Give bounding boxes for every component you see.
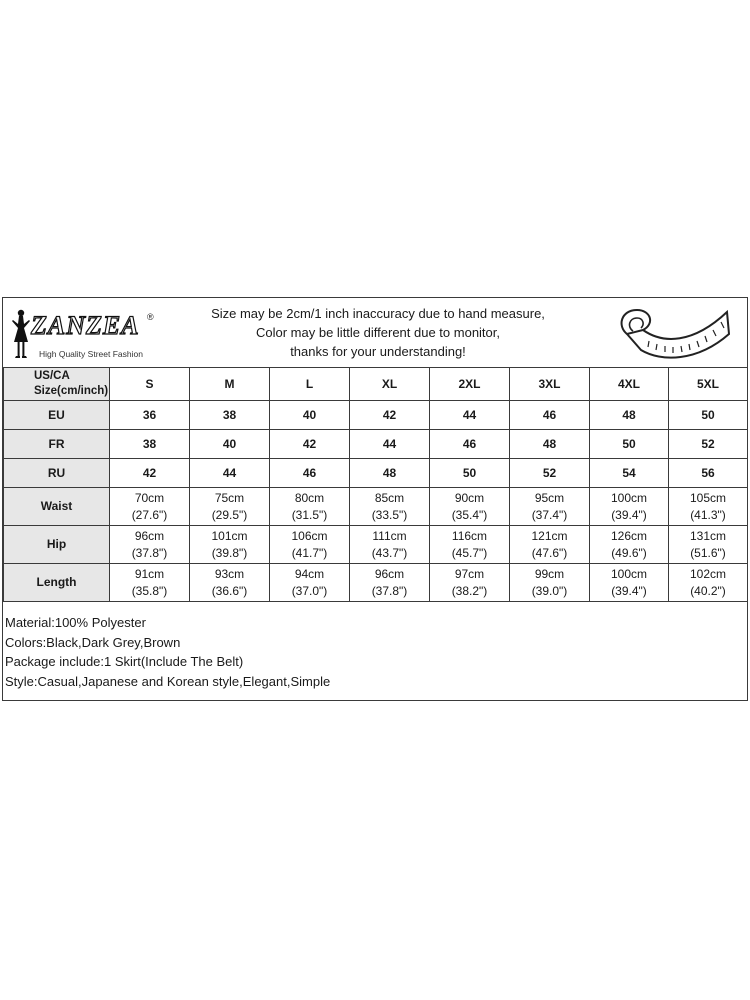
size-header-cell: M bbox=[190, 368, 270, 401]
cm-value: 80cm bbox=[294, 490, 325, 505]
table-cell bbox=[190, 564, 270, 602]
table-cell bbox=[590, 564, 669, 602]
table-cell: 52 bbox=[510, 459, 590, 488]
table-cell: 48 bbox=[510, 430, 590, 459]
table-cell bbox=[590, 526, 669, 564]
cm-value: 126cm bbox=[610, 528, 648, 543]
table-cell: 56 bbox=[669, 459, 748, 488]
row-label-cell: Hip bbox=[4, 526, 110, 564]
cm-value: 111cm bbox=[372, 528, 407, 543]
row-label-cell: FR bbox=[4, 430, 110, 459]
table-cell bbox=[110, 564, 190, 602]
table-cell: 52 bbox=[669, 430, 748, 459]
inch-value: (41.7") bbox=[291, 545, 328, 560]
inch-value: (29.5") bbox=[211, 507, 248, 522]
inch-value: (37.8") bbox=[131, 545, 168, 560]
table-row bbox=[4, 430, 748, 459]
cm-value: 106cm bbox=[291, 528, 328, 543]
inch-value: (35.8") bbox=[131, 583, 168, 598]
table-cell: 44 bbox=[430, 401, 510, 430]
detail-material: Material:100% Polyester bbox=[5, 615, 146, 630]
table-cell bbox=[270, 564, 350, 602]
table-cell bbox=[590, 488, 669, 526]
table-cell bbox=[350, 488, 430, 526]
table-cell: 38 bbox=[110, 430, 190, 459]
cm-value: 131cm bbox=[689, 528, 727, 543]
cm-value: 100cm bbox=[610, 490, 648, 505]
row-label-cell: Waist bbox=[4, 488, 110, 526]
table-cell: 42 bbox=[110, 459, 190, 488]
table-cell: 48 bbox=[350, 459, 430, 488]
cm-value: 97cm bbox=[454, 566, 485, 581]
brand-tagline: High Quality Street Fashion bbox=[39, 349, 143, 359]
cm-value: 116cm bbox=[451, 528, 488, 543]
product-details bbox=[5, 613, 330, 691]
table-row bbox=[4, 526, 748, 564]
table-header-row bbox=[4, 368, 748, 401]
brand-name: ZANZEA bbox=[31, 311, 140, 340]
size-header-cell: 2XL bbox=[430, 368, 510, 401]
table-cell bbox=[110, 526, 190, 564]
header-label-line: US/CA bbox=[34, 370, 70, 382]
table-cell bbox=[430, 526, 510, 564]
measurement-notice bbox=[173, 304, 583, 361]
table-row bbox=[4, 459, 748, 488]
table-cell bbox=[510, 488, 590, 526]
size-header-cell: 3XL bbox=[510, 368, 590, 401]
table-cell bbox=[430, 488, 510, 526]
cm-value: 93cm bbox=[214, 566, 245, 581]
detail-package: Package include:1 Skirt(Include The Belt) bbox=[5, 654, 244, 669]
table-cell bbox=[190, 526, 270, 564]
table-row bbox=[4, 401, 748, 430]
inch-value: (37.4") bbox=[531, 507, 568, 522]
header-label-line: Size(cm/inch) bbox=[34, 385, 109, 397]
table-cell bbox=[669, 564, 748, 602]
cm-value: 95cm bbox=[534, 490, 565, 505]
detail-colors: Colors:Black,Dark Grey,Brown bbox=[5, 634, 181, 650]
measuring-tape-icon bbox=[613, 304, 733, 362]
inch-value: (43.7") bbox=[371, 545, 408, 560]
table-cell: 40 bbox=[190, 430, 270, 459]
cm-value: 91cm bbox=[134, 566, 165, 581]
inch-value: (37.8") bbox=[371, 583, 408, 598]
table-cell bbox=[510, 526, 590, 564]
inch-value: (39.8") bbox=[211, 545, 248, 560]
table-cell bbox=[669, 488, 748, 526]
table-cell bbox=[350, 526, 430, 564]
inch-value: (45.7") bbox=[451, 545, 488, 560]
table-cell bbox=[270, 488, 350, 526]
table-cell bbox=[510, 564, 590, 602]
size-chart-header bbox=[3, 298, 747, 368]
table-cell: 38 bbox=[190, 401, 270, 430]
table-cell bbox=[430, 564, 510, 602]
detail-style: Style:Casual,Japanese and Korean style,Elegant,Simple bbox=[5, 673, 331, 689]
inch-value: (38.2") bbox=[451, 583, 488, 598]
table-cell: 36 bbox=[110, 401, 190, 430]
woman-silhouette-icon bbox=[9, 308, 33, 360]
inch-value: (39.0") bbox=[531, 583, 568, 598]
cm-value: 96cm bbox=[374, 566, 405, 581]
table-cell bbox=[669, 526, 748, 564]
table-cell: 42 bbox=[270, 430, 350, 459]
table-cell bbox=[110, 488, 190, 526]
table-cell: 50 bbox=[669, 401, 748, 430]
table-cell: 50 bbox=[430, 459, 510, 488]
inch-value: (49.6") bbox=[611, 545, 647, 560]
inch-value: (39.4") bbox=[611, 507, 647, 522]
size-header-cell: 4XL bbox=[590, 368, 669, 401]
cm-value: 75cm bbox=[214, 490, 245, 505]
table-cell: 46 bbox=[270, 459, 350, 488]
size-chart-card bbox=[2, 297, 748, 701]
inch-value: (51.6") bbox=[690, 545, 726, 560]
cm-value: 90cm bbox=[454, 490, 485, 505]
inch-value: (27.6") bbox=[131, 507, 168, 522]
table-cell: 46 bbox=[510, 401, 590, 430]
inch-value: (35.4") bbox=[451, 507, 488, 522]
inch-value: (33.5") bbox=[371, 507, 408, 522]
table-cell: 46 bbox=[430, 430, 510, 459]
size-header-cell: S bbox=[110, 368, 190, 401]
inch-value: (31.5") bbox=[291, 507, 328, 522]
inch-value: (41.3") bbox=[690, 507, 726, 522]
size-table bbox=[3, 367, 748, 602]
size-header-cell: L bbox=[270, 368, 350, 401]
row-label-cell: RU bbox=[4, 459, 110, 488]
inch-value: (36.6") bbox=[211, 583, 248, 598]
table-cell bbox=[270, 526, 350, 564]
cm-value: 94cm bbox=[294, 566, 325, 581]
cm-value: 85cm bbox=[374, 490, 405, 505]
size-header-cell: 5XL bbox=[669, 368, 748, 401]
cm-value: 70cm bbox=[134, 490, 165, 505]
size-header-cell: XL bbox=[350, 368, 430, 401]
table-cell bbox=[190, 488, 270, 526]
brand-logo bbox=[9, 306, 159, 362]
table-cell bbox=[350, 564, 430, 602]
table-cell: 42 bbox=[350, 401, 430, 430]
table-row bbox=[4, 564, 748, 602]
notice-line: Size may be 2cm/1 inch inaccuracy due to hand measure, bbox=[211, 306, 545, 321]
cm-value: 96cm bbox=[134, 528, 165, 543]
table-cell: 40 bbox=[270, 401, 350, 430]
registered-mark: ® bbox=[147, 312, 154, 322]
table-row bbox=[4, 488, 748, 526]
table-cell: 44 bbox=[350, 430, 430, 459]
cm-value: 121cm bbox=[531, 528, 568, 543]
header-label-cell bbox=[4, 368, 110, 401]
table-cell: 48 bbox=[590, 401, 669, 430]
cm-value: 99cm bbox=[534, 566, 565, 581]
cm-value: 102cm bbox=[689, 566, 727, 581]
table-cell: 44 bbox=[190, 459, 270, 488]
row-label-cell: Length bbox=[4, 564, 110, 602]
inch-value: (40.2") bbox=[690, 583, 726, 598]
table-cell: 54 bbox=[590, 459, 669, 488]
row-label-cell: EU bbox=[4, 401, 110, 430]
notice-line: Color may be little different due to monitor, bbox=[256, 325, 500, 340]
table-cell: 50 bbox=[590, 430, 669, 459]
inch-value: (39.4") bbox=[611, 583, 647, 598]
cm-value: 100cm bbox=[610, 566, 648, 581]
cm-value: 101cm bbox=[211, 528, 248, 543]
notice-line: thanks for your understanding! bbox=[290, 344, 466, 359]
cm-value: 105cm bbox=[689, 490, 727, 505]
size-table-body bbox=[4, 368, 748, 602]
inch-value: (47.6") bbox=[531, 545, 568, 560]
inch-value: (37.0") bbox=[291, 583, 328, 598]
